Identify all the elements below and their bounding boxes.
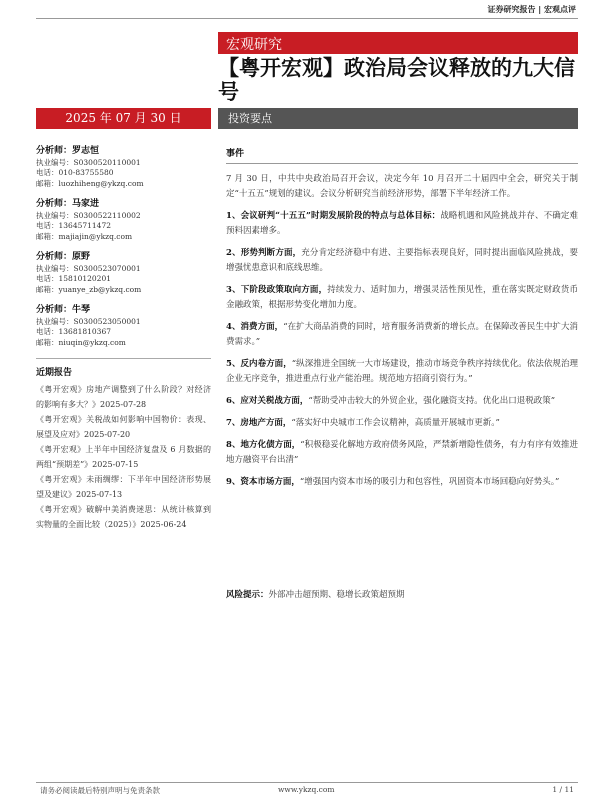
analyst-sidebar bbox=[36, 146, 211, 532]
risk-warning bbox=[226, 588, 405, 600]
sidebar-divider bbox=[36, 358, 211, 359]
analyst-email[interactable]: 邮箱：niuqin@ykzq.com bbox=[36, 337, 126, 347]
page-number: 1 / 11 bbox=[552, 785, 574, 794]
report-type-header: 证券研究报告 | 宏观点评 bbox=[487, 5, 576, 14]
point-head: 4、消费方面， bbox=[226, 322, 284, 332]
risk-body: 外部冲击超预期、稳增长政策超预期 bbox=[268, 590, 405, 600]
point-head: 6、应对关税战方面， bbox=[226, 396, 309, 406]
analyst-cert: 执业编号：S0300520110001 bbox=[36, 157, 141, 167]
risk-head: 风险提示： bbox=[226, 590, 269, 600]
analyst-phone: 电话：13645711472 bbox=[36, 221, 111, 230]
point-item bbox=[226, 394, 578, 409]
report-date: 2025 年 07 月 30 日 bbox=[36, 108, 211, 129]
analyst-phone: 电话：010-83755580 bbox=[36, 168, 114, 177]
category-banner: 宏观研究 bbox=[218, 32, 578, 54]
point-head: 5、反内卷方面， bbox=[226, 359, 292, 369]
analyst-email[interactable]: 邮箱：luozhiheng@ykzq.com bbox=[36, 178, 144, 188]
analyst-card bbox=[36, 146, 211, 189]
point-body: 战略机遇和风险挑战并存、不确定难预料因素增多。 bbox=[226, 211, 578, 236]
point-head: 8、地方化债方面， bbox=[226, 440, 301, 450]
recent-report-link[interactable]: 《粤开宏观》关税战如何影响中国物价：表现、展望及应对》2025-07-20 bbox=[36, 415, 211, 439]
analyst-cert: 执业编号：S0300523050001 bbox=[36, 316, 141, 326]
analyst-phone: 电话：13681810367 bbox=[36, 327, 111, 336]
point-body: “增强国内资本市场的吸引力和包容性，巩固资本市场回稳向好势头。” bbox=[299, 477, 560, 487]
point-item bbox=[226, 283, 578, 313]
analyst-card bbox=[36, 252, 211, 295]
point-head: 9、资本市场方面， bbox=[226, 477, 300, 487]
point-item bbox=[226, 416, 578, 431]
point-body: “落实好中央城市工作会议精神，高质量开展城市更新。” bbox=[291, 418, 500, 428]
main-content bbox=[226, 146, 578, 497]
recent-report-link[interactable]: 《粤开宏观》上半年中国经济复盘及 6 月数据的两组“预期差”》2025-07-15 bbox=[36, 445, 211, 469]
footer-website[interactable]: www.ykzq.com bbox=[278, 785, 335, 794]
analyst-card bbox=[36, 305, 211, 348]
point-body: “纵深推进全国统一大市场建设，推动市场竞争秩序持续优化。依法依规治理企业无序竞争，推进重点行业产能治理。规范地方招商引资行为。” bbox=[226, 359, 578, 384]
header-divider bbox=[36, 18, 578, 19]
point-item bbox=[226, 320, 578, 350]
point-item bbox=[226, 246, 578, 276]
report-title: 【粤开宏观】政治局会议释放的九大信号 bbox=[218, 55, 575, 104]
analyst-cert: 执业编号：S0300522110002 bbox=[36, 210, 141, 220]
point-body: “在扩大商品消费的同时，培育服务消费新的增长点。在保障改善民生中扩大消费需求。” bbox=[226, 322, 578, 347]
analyst-email[interactable]: 邮箱：majiajin@ykzq.com bbox=[36, 231, 133, 241]
event-intro: 7 月 30 日，中共中央政治局召开会议，决定今年 10 月召开二十届四中全会，研究关于制定“十五五”规划的建议。会议分析研究当前经济形势，部署下半年经济工作。 bbox=[226, 174, 578, 199]
recent-reports-title: 近期报告 bbox=[36, 368, 73, 378]
point-item bbox=[226, 475, 578, 490]
point-body: “积极稳妥化解地方政府债务风险，严禁新增隐性债务，有力有序有效推进地方融资平台出清” bbox=[226, 440, 578, 465]
analyst-phone: 电话：15810120201 bbox=[36, 274, 111, 283]
analyst-cert: 执业编号：S0300523070001 bbox=[36, 263, 141, 273]
summary-banner: 投资要点 bbox=[218, 108, 578, 129]
point-head: 1、会议研判“十五五”时期发展阶段的特点与总体目标： bbox=[226, 211, 441, 221]
analyst-name: 分析师：罗志恒 bbox=[36, 146, 100, 156]
recent-report-link[interactable]: 《粤开宏观》破解中美消费迷思：从统计核算到实物量的全面比较（2025）》2025-06-24 bbox=[36, 505, 211, 529]
point-body: 充分肯定经济稳中有进、主要指标表现良好，同时提出面临风险挑战，要增强忧患意识和底线思维。 bbox=[226, 248, 578, 273]
recent-report-link[interactable]: 《粤开宏观》未雨绸缪：下半年中国经济形势展望及建议》2025-07-13 bbox=[36, 475, 211, 499]
point-item bbox=[226, 357, 578, 387]
footer-divider bbox=[36, 782, 578, 783]
point-head: 3、下阶段政策取向方面， bbox=[226, 285, 328, 295]
analyst-name: 分析师：原野 bbox=[36, 252, 91, 262]
point-head: 2、形势判断方面， bbox=[226, 248, 302, 258]
recent-report-link[interactable]: 《粤开宏观》房地产调整到了什么阶段？对经济的影响有多大？》2025-07-28 bbox=[36, 385, 211, 409]
point-head: 7、房地产方面， bbox=[226, 418, 292, 428]
footer-disclaimer: 请务必阅读最后特别声明与免责条款 bbox=[40, 786, 160, 795]
analyst-email[interactable]: 邮箱：yuanye_zb@ykzq.com bbox=[36, 284, 142, 294]
point-item bbox=[226, 438, 578, 468]
point-body: 持续发力、适时加力，增强灵活性预见性，重在落实既定财政货币金融政策，根据形势变化增加力度。 bbox=[226, 285, 578, 310]
point-body: “帮助受冲击较大的外贸企业，强化融资支持。优化出口退税政策” bbox=[308, 396, 556, 406]
event-heading: 事件 bbox=[226, 146, 578, 164]
analyst-card bbox=[36, 199, 211, 242]
analyst-name: 分析师：马家进 bbox=[36, 199, 100, 209]
point-item bbox=[226, 209, 578, 239]
analyst-name: 分析师：牛琴 bbox=[36, 305, 91, 315]
